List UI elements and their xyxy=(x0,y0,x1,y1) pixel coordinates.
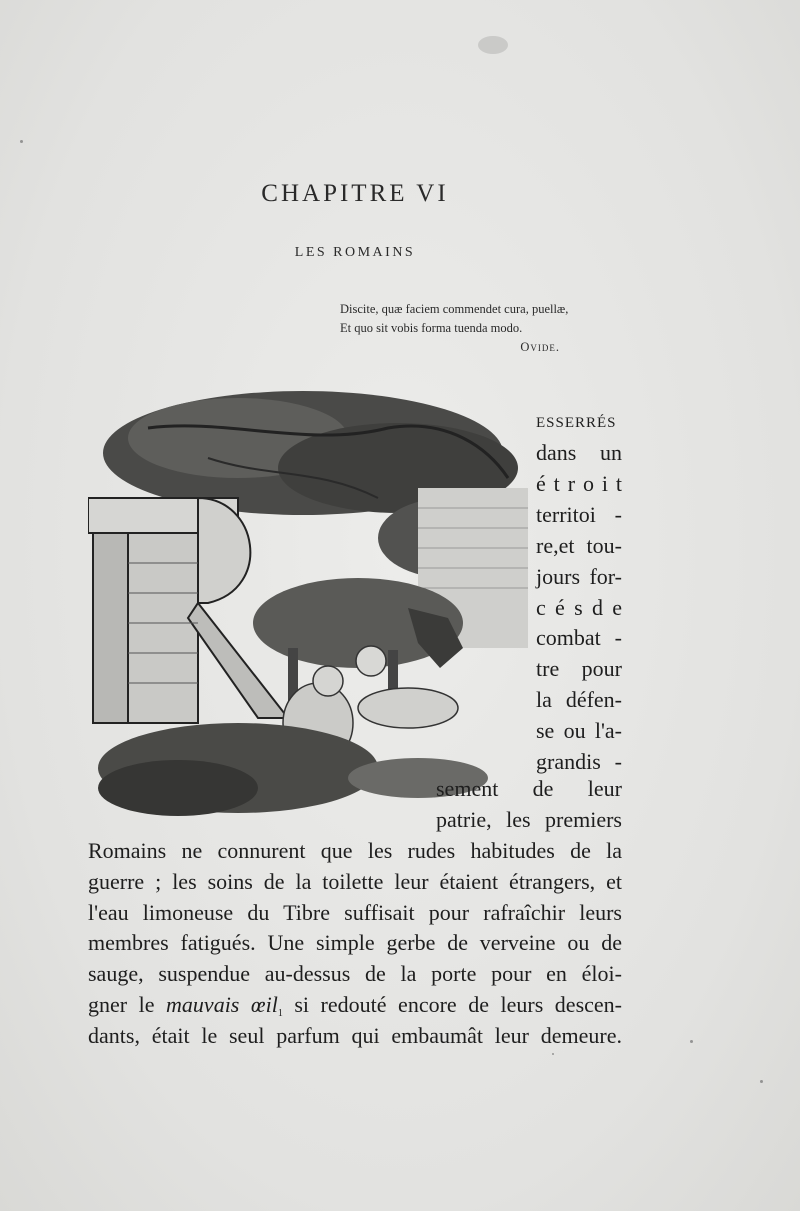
text-line: Romains ne connurent que les rudes habitudes de la xyxy=(88,838,622,863)
epigraph-line: Discite, quæ faciem commendet cura, puellæ, xyxy=(340,302,569,316)
text-fragment: si redouté encore de leurs descen- xyxy=(282,992,622,1017)
paper-speck xyxy=(552,1053,554,1055)
text-line: re,et tou- xyxy=(536,533,622,558)
text-line: territoi - xyxy=(536,502,622,527)
paper-speck xyxy=(20,140,23,143)
italic-phrase: mauvais œil xyxy=(166,992,278,1017)
epigraph-author: Ovide. xyxy=(520,340,560,354)
text-line-with-italic xyxy=(88,992,622,1019)
drop-cap-illustration xyxy=(88,388,528,820)
paper-speck xyxy=(760,1080,763,1083)
text-line: jours for- xyxy=(536,564,622,589)
text-line: tre pour xyxy=(536,656,622,681)
chapter-subtitle: LES ROMAINS xyxy=(294,245,416,260)
text-line: ESSERRÉS xyxy=(536,415,617,431)
text-line: sauge, suspendue au-dessus de la porte pour en éloi- xyxy=(88,961,622,986)
text-line: dans un xyxy=(536,440,622,465)
text-line: sement de leur xyxy=(436,776,622,801)
text-line: patrie, les premiers xyxy=(436,807,622,832)
epigraph xyxy=(340,300,630,357)
text-line: membres fatigués. Une simple gerbe de verveine ou de xyxy=(88,930,622,955)
text-line: é t r o i t xyxy=(536,471,622,496)
text-line: grandis - xyxy=(536,749,622,774)
text-line: c é s d e xyxy=(536,595,622,620)
text-line: la défen- xyxy=(536,687,622,712)
text-line: dants, était le seul parfum qui embaumât leur demeure. xyxy=(88,1023,622,1048)
paper-speck xyxy=(690,1040,693,1043)
epigraph-line: Et quo sit vobis forma tuenda modo. xyxy=(340,321,523,335)
text-line: l'eau limoneuse du Tibre suffisait pour rafraîchir leurs xyxy=(88,900,622,925)
text-fragment: gner le xyxy=(88,992,167,1017)
footnote-marker[interactable]: 1 xyxy=(277,1008,283,1019)
paper-stain xyxy=(478,36,508,54)
text-line: se ou l'a- xyxy=(536,718,622,743)
chapter-title: CHAPITRE VI xyxy=(261,180,449,207)
text-line: guerre ; les soins de la toilette leur étaient étrangers, et xyxy=(88,869,622,894)
text-line: combat - xyxy=(536,625,622,650)
ornamental-letter-r-icon xyxy=(88,388,528,820)
